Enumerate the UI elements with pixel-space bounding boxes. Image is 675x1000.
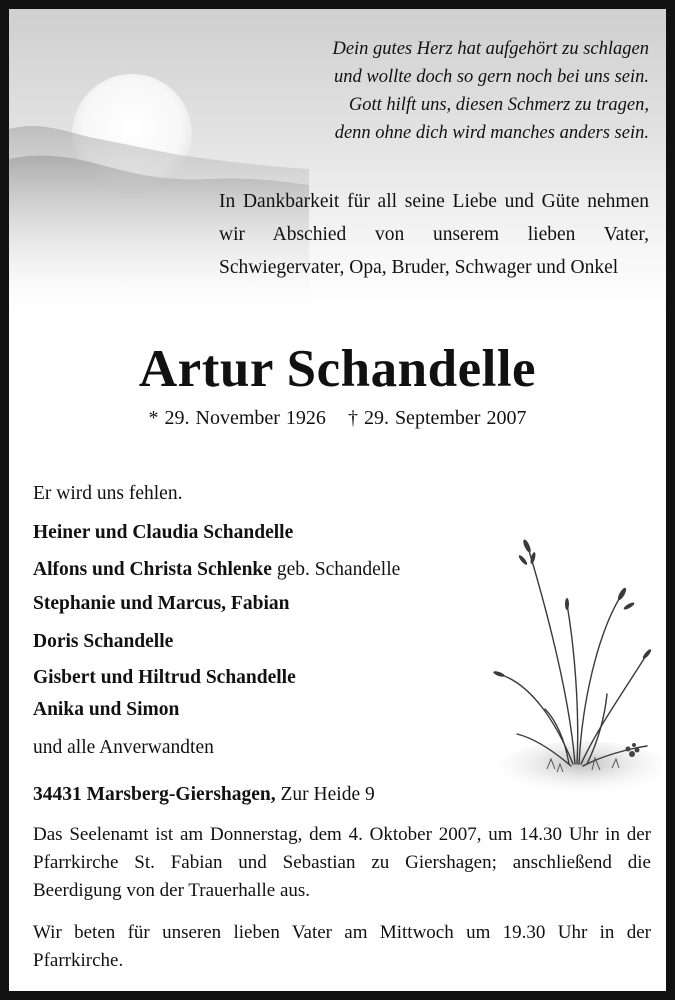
birth-date: * 29. November 1926 [148, 407, 326, 429]
mourner-name: Doris Schandelle [33, 631, 174, 652]
address-street: Zur Heide 9 [275, 784, 375, 805]
poem-line: denn ohne dich wird manches anders sein. [334, 123, 649, 143]
mourner-note: geb. Schandelle [271, 559, 401, 580]
intro-text: In Dankbarkeit für all seine Liebe und Güte nehmen wir Abschied von unserem lieben Vater, Schwiegervater, Opa, Bruder, Schwager und Onkel [219, 191, 649, 278]
poem [219, 35, 649, 147]
mourner-name: Alfons und Christa Schlenke [33, 559, 272, 580]
funeral-mass-notice: Das Seelenamt ist am Donnerstag, dem 4. Oktober 2007, um 14.30 Uhr in der Pfarrkirche St. Fabian und Sebastian zu Giershagen; anschließend die Beerdigung von der Trauerhalle aus. [33, 824, 651, 901]
mourner-entry [33, 559, 400, 581]
mourner-entry [33, 522, 293, 544]
mourner-entry [33, 593, 289, 615]
mourner-name: Heiner und Claudia Schandelle [33, 522, 294, 543]
mourners-closing: und alle Anverwandten [33, 737, 214, 758]
deceased-name: Artur Schandelle [138, 340, 537, 398]
life-dates [9, 405, 666, 431]
death-date: † 29. September 2007 [347, 407, 527, 429]
poem-line: Gott hilft uns, diesen Schmerz zu tragen, [348, 95, 649, 115]
mourner-name: Gisbert und Hiltrud Schandelle [33, 667, 296, 688]
mourners-opening: Er wird uns fehlen. [33, 483, 183, 504]
poem-line: und wollte doch so gern noch bei uns sein. [334, 67, 649, 87]
mourner-name: Anika und Simon [33, 699, 180, 720]
mourner-entry [33, 631, 173, 653]
address-city: 34431 Marsberg-Giershagen, [33, 784, 276, 805]
mourner-entry [33, 667, 296, 689]
poem-line: Dein gutes Herz hat aufgehört zu schlagen [332, 39, 649, 59]
address [33, 784, 375, 806]
mourner-name: Stephanie und Marcus, Fabian [33, 593, 290, 614]
grass-illustration [487, 524, 662, 809]
mourner-entry [33, 699, 179, 721]
prayer-notice: Wir beten für unseren lieben Vater am Mittwoch um 19.30 Uhr in der Pfarrkirche. [33, 922, 651, 971]
